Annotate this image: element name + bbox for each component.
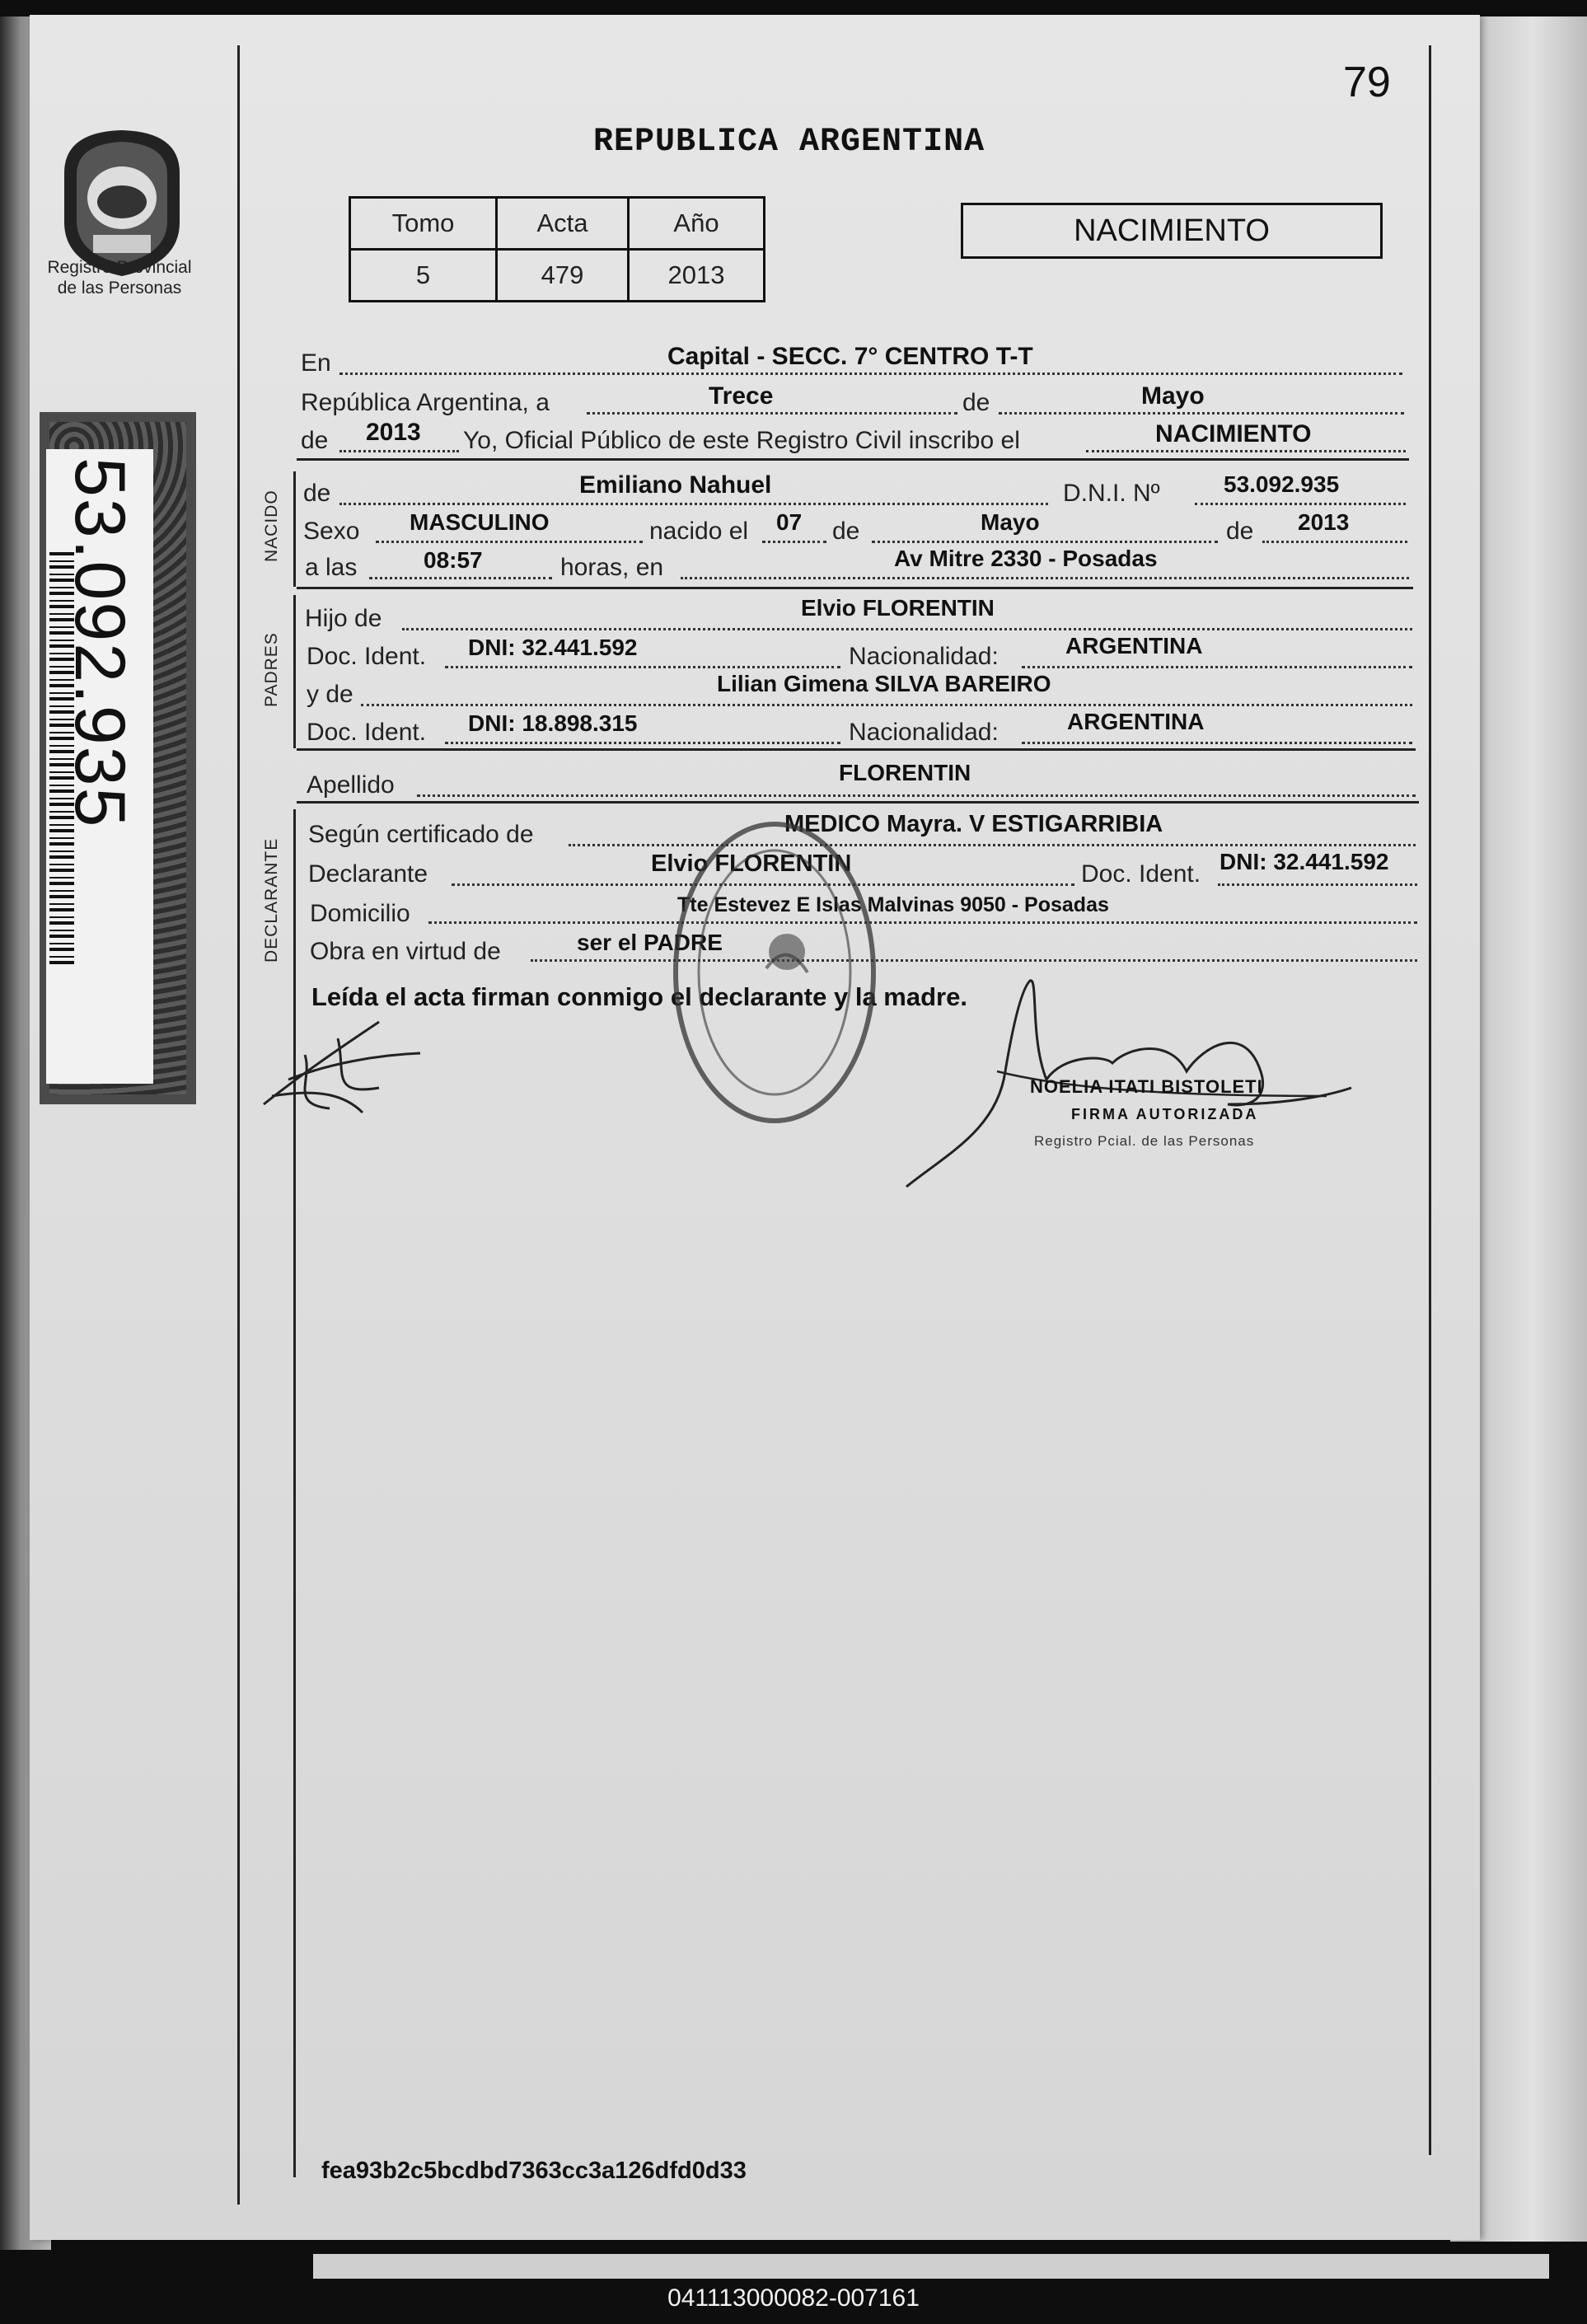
value-place: Capital - SECC. 7° CENTRO T-T [667, 343, 1033, 370]
dotted-line [445, 666, 840, 668]
declarant-signature [255, 1005, 437, 1129]
label-mother-nationality: Nacionalidad: [849, 719, 999, 746]
barcode-number: 53.092.935 [60, 457, 139, 829]
divider-padres [297, 748, 1416, 751]
label-mother-doc: Doc. Ident. [307, 719, 427, 746]
dotted-line [417, 794, 1416, 797]
section-label-declarante: DECLARANTE [262, 837, 281, 963]
registry-value-ano: 2013 [629, 250, 765, 302]
registry-header-ano: Año [629, 198, 765, 250]
value-child-dni: 53.092.935 [1224, 471, 1340, 497]
value-declarante-doc: DNI: 32.441.592 [1220, 849, 1389, 874]
value-birth-day: 07 [776, 509, 803, 535]
label-horas-en: horas, en [560, 554, 664, 581]
dotted-line [1218, 883, 1417, 886]
dotted-line [999, 412, 1404, 415]
signatory-title: FIRMA AUTORIZADA [1071, 1106, 1259, 1122]
official-stamp [643, 799, 915, 1146]
value-month: Mayo [1141, 382, 1205, 410]
label-hijo-de: Hijo de [305, 605, 382, 632]
registry-value-acta: 479 [497, 250, 629, 302]
document-hash: fea93b2c5bcdbd7363cc3a126dfd0d33 [321, 2158, 747, 2184]
label-de-month: de [832, 518, 860, 545]
dotted-line [587, 412, 957, 415]
label-father-nationality: Nacionalidad: [849, 643, 999, 670]
registry-header-acta: Acta [497, 198, 629, 250]
label-declarante: Declarante [308, 860, 428, 888]
signatory-organization: Registro Pcial. de las Personas [1034, 1133, 1255, 1149]
label-de: de [962, 389, 990, 416]
dotted-line [339, 503, 1048, 505]
label-de-name: de [303, 480, 331, 507]
value-birth-place: Av Mitre 2330 - Posadas [894, 546, 1158, 571]
registry-header-tomo: Tomo [350, 198, 497, 250]
divider-location [297, 458, 1409, 461]
label-declarante-doc: Doc. Ident. [1081, 860, 1201, 888]
value-birth-month: Mayo [981, 509, 1040, 535]
label-y-de: y de [307, 681, 353, 708]
registry-value-tomo: 5 [350, 250, 497, 302]
label-de-birth-year: de [1226, 518, 1254, 545]
section-bracket-padres [293, 595, 296, 748]
value-birth-time: 08:57 [424, 547, 483, 573]
dotted-line [1022, 666, 1412, 668]
label-official: Yo, Oficial Público de este Registro Civil inscribo el [463, 427, 1020, 454]
dotted-line [1022, 742, 1412, 744]
value-event: NACIMIENTO [1155, 420, 1312, 447]
label-father-doc: Doc. Ident. [307, 643, 427, 670]
value-child-name: Emiliano Nahuel [579, 471, 772, 499]
dotted-line [681, 577, 1409, 579]
dotted-line [445, 742, 840, 744]
divider-nacido [297, 587, 1413, 589]
dotted-line [1262, 541, 1407, 543]
dotted-line [376, 541, 643, 543]
section-bracket-nacido [293, 471, 296, 587]
dotted-line [1086, 450, 1406, 452]
value-father-nationality: ARGENTINA [1065, 633, 1203, 658]
value-day: Trece [709, 382, 774, 410]
label-a-las: a las [305, 554, 358, 581]
document-title: REPUBLICA ARGENTINA [593, 124, 985, 161]
label-sexo: Sexo [303, 518, 360, 545]
value-obra: ser el PADRE [577, 930, 723, 955]
section-label-nacido: NACIDO [262, 490, 281, 562]
value-father-name: Elvio FLORENTIN [801, 595, 995, 621]
page-bottom-strip [313, 2254, 1549, 2279]
page-right-rule [1429, 45, 1431, 2155]
closing-statement: Leída el acta firman conmigo el declarante y la madre. [311, 982, 967, 1011]
label-republica: República Argentina, a [301, 389, 550, 416]
value-declarante: Elvio FLORENTIN [651, 850, 852, 877]
label-domicilio: Domicilio [310, 900, 410, 927]
dotted-line [428, 921, 1417, 924]
logo-caption-line1: Registro Provincial [47, 258, 192, 277]
label-en: En [301, 349, 331, 377]
logo-caption-line2: de las Personas [57, 279, 182, 298]
dotted-line [872, 541, 1218, 543]
value-sexo: MASCULINO [410, 509, 550, 535]
value-birth-year: 2013 [1298, 509, 1350, 535]
page-number: 79 [1343, 59, 1391, 106]
label-obra: Obra en virtud de [310, 938, 501, 965]
dotted-line [1195, 503, 1406, 505]
page-left-rule [237, 45, 240, 2205]
value-mother-nationality: ARGENTINA [1067, 709, 1205, 734]
label-de-year: de [301, 427, 329, 454]
label-certificado: Según certificado de [308, 821, 534, 848]
signatory-name: NOELIA ITATI BISTOLETI [1030, 1076, 1263, 1097]
logo-caption [33, 257, 206, 298]
value-certificado: MEDICO Mayra. V ESTIGARRIBIA [784, 811, 1163, 837]
section-label-padres: PADRES [262, 632, 281, 707]
record-type-box: NACIMIENTO [961, 203, 1383, 259]
value-mother-name: Lilian Gimena SILVA BAREIRO [717, 671, 1051, 696]
value-apellido: FLORENTIN [839, 760, 971, 785]
dotted-line [402, 628, 1412, 630]
value-mother-doc: DNI: 18.898.315 [468, 710, 638, 736]
dotted-line [762, 541, 826, 543]
label-apellido: Apellido [307, 771, 395, 799]
dotted-line [369, 577, 552, 579]
label-nacido-el: nacido el [649, 518, 749, 545]
registry-table [349, 196, 765, 302]
barcode-number-wrap [60, 457, 148, 1075]
value-year: 2013 [366, 419, 421, 446]
label-dni: D.N.I. Nº [1063, 480, 1160, 507]
value-father-doc: DNI: 32.441.592 [468, 635, 638, 660]
scan-id: 041113000082-007161 [667, 2284, 920, 2312]
dotted-line [339, 450, 459, 452]
dotted-line [361, 704, 1412, 706]
value-domicilio: Tte Estevez E Islas Malvinas 9050 - Posadas [677, 893, 1109, 916]
dotted-line [339, 372, 1402, 375]
